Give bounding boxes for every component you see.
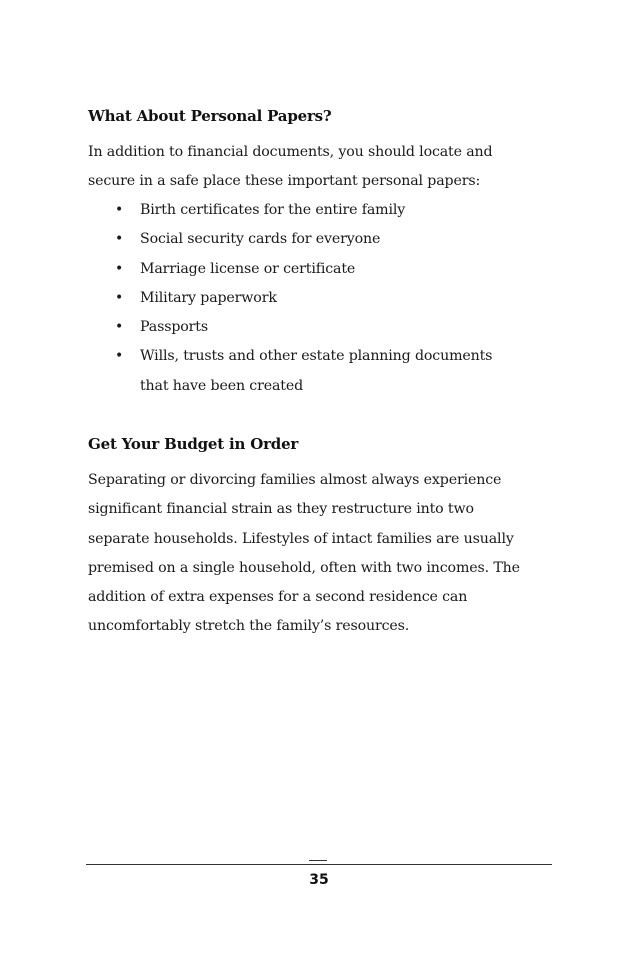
paragraph-line: Separating or divorcing families almost always experience: [88, 472, 502, 488]
bullet-icon: •: [115, 319, 124, 336]
bullet-icon: •: [115, 260, 124, 277]
paragraph-line: separate households. Lifestyles of intact families are usually: [88, 530, 514, 547]
paragraph-personal-papers-intro: [88, 138, 558, 197]
section-heading-budget: Get Your Budget in Order: [88, 435, 299, 453]
list-item: [88, 225, 558, 254]
section-heading-personal-papers: What About Personal Papers?: [88, 107, 332, 125]
page-number: 35: [309, 872, 329, 888]
bullet-icon: •: [115, 202, 124, 218]
paragraph-budget: [88, 466, 558, 642]
list-item-text-continuation: that have been created: [140, 377, 304, 394]
paragraph-line: premised on a single household, often with two incomes. The: [88, 559, 520, 576]
paragraph-line: In addition to financial documents, you should locate and: [88, 144, 493, 160]
list-item: [88, 313, 558, 342]
list-item-text: Social security cards for everyone: [140, 231, 381, 248]
bullet-icon: •: [115, 348, 124, 365]
list-item-text: Passports: [140, 319, 208, 336]
footer-tick-mark: [309, 860, 327, 861]
list-item: [88, 342, 558, 401]
list-item: [88, 284, 558, 313]
bullet-icon: •: [115, 231, 124, 248]
paragraph-line: uncomfortably stretch the family’s resources.: [88, 618, 410, 635]
personal-papers-list: [88, 196, 558, 401]
list-item-text: Marriage license or certificate: [140, 260, 356, 277]
bullet-icon: •: [115, 289, 124, 306]
list-item: [88, 255, 558, 284]
footer-divider: [86, 864, 552, 865]
paragraph-line: secure in a safe place these important personal papers:: [88, 173, 481, 190]
list-item-text: Birth certificates for the entire family: [140, 202, 406, 218]
list-item-text: Wills, trusts and other estate planning documents: [140, 348, 493, 365]
paragraph-line: significant financial strain as they restructure into two: [88, 501, 474, 518]
list-item: [88, 196, 558, 225]
paragraph-line: addition of extra expenses for a second residence can: [88, 589, 468, 606]
list-item-text: Military paperwork: [140, 289, 277, 306]
